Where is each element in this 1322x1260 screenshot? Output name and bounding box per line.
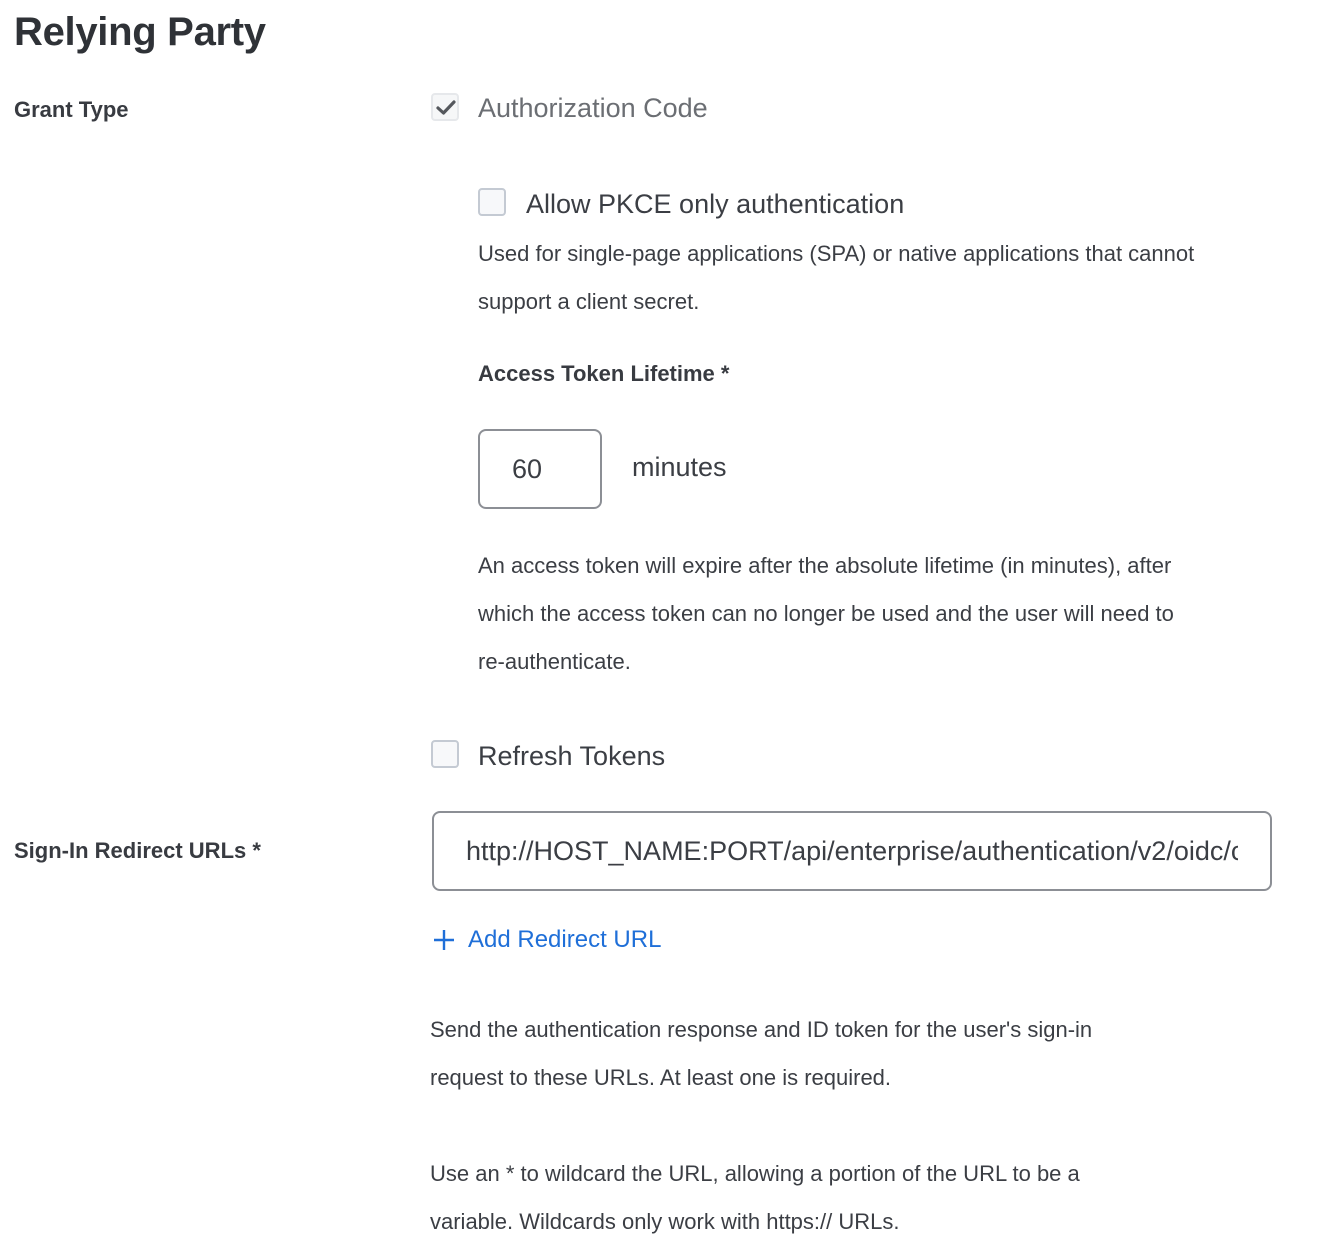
redirect-url-input[interactable] xyxy=(432,811,1272,891)
refresh-tokens-label: Refresh Tokens xyxy=(478,741,666,771)
access-token-lifetime-label: Access Token Lifetime * xyxy=(478,361,730,386)
access-token-help-line: re-authenticate. xyxy=(478,649,631,674)
wildcard-help-line: Use an * to wildcard the URL, allowing a portion of the URL to be a xyxy=(430,1161,1080,1186)
checkmark-icon xyxy=(436,99,456,117)
plus-icon xyxy=(432,928,456,952)
redirect-help-line: Send the authentication response and ID token for the user's sign-in xyxy=(430,1017,1093,1042)
pkce-help-text xyxy=(478,230,1194,326)
pkce-label: Allow PKCE only authentication xyxy=(526,189,905,219)
pkce-help-line: support a client secret. xyxy=(478,289,700,314)
access-token-help-line: which the access token can no longer be used and the user will need to xyxy=(478,601,1174,626)
wildcard-help-text xyxy=(430,1150,1080,1246)
pkce-help-line: Used for single-page applications (SPA) or native applications that cannot xyxy=(478,241,1195,266)
access-token-lifetime-input[interactable] xyxy=(478,429,602,509)
add-redirect-url-link[interactable] xyxy=(432,926,661,954)
access-token-help-line: An access token will expire after the absolute lifetime (in minutes), after xyxy=(478,553,1172,578)
refresh-tokens-checkbox[interactable] xyxy=(431,740,459,768)
wildcard-help-line: variable. Wildcards only work with https:// URLs. xyxy=(430,1209,900,1234)
minutes-unit-label: minutes xyxy=(632,452,727,482)
page-title: Relying Party xyxy=(14,10,266,54)
redirect-help-line: request to these URLs. At least one is required. xyxy=(430,1065,892,1090)
add-redirect-url-label: Add Redirect URL xyxy=(468,926,662,953)
sign-in-redirect-urls-label: Sign-In Redirect URLs * xyxy=(14,838,261,863)
pkce-checkbox[interactable] xyxy=(478,188,506,216)
access-token-help-text xyxy=(478,542,1174,686)
authorization-code-checkbox[interactable] xyxy=(431,93,459,121)
redirect-help-text xyxy=(430,1006,1092,1102)
grant-type-label: Grant Type xyxy=(14,97,129,122)
authorization-code-label: Authorization Code xyxy=(478,93,708,123)
